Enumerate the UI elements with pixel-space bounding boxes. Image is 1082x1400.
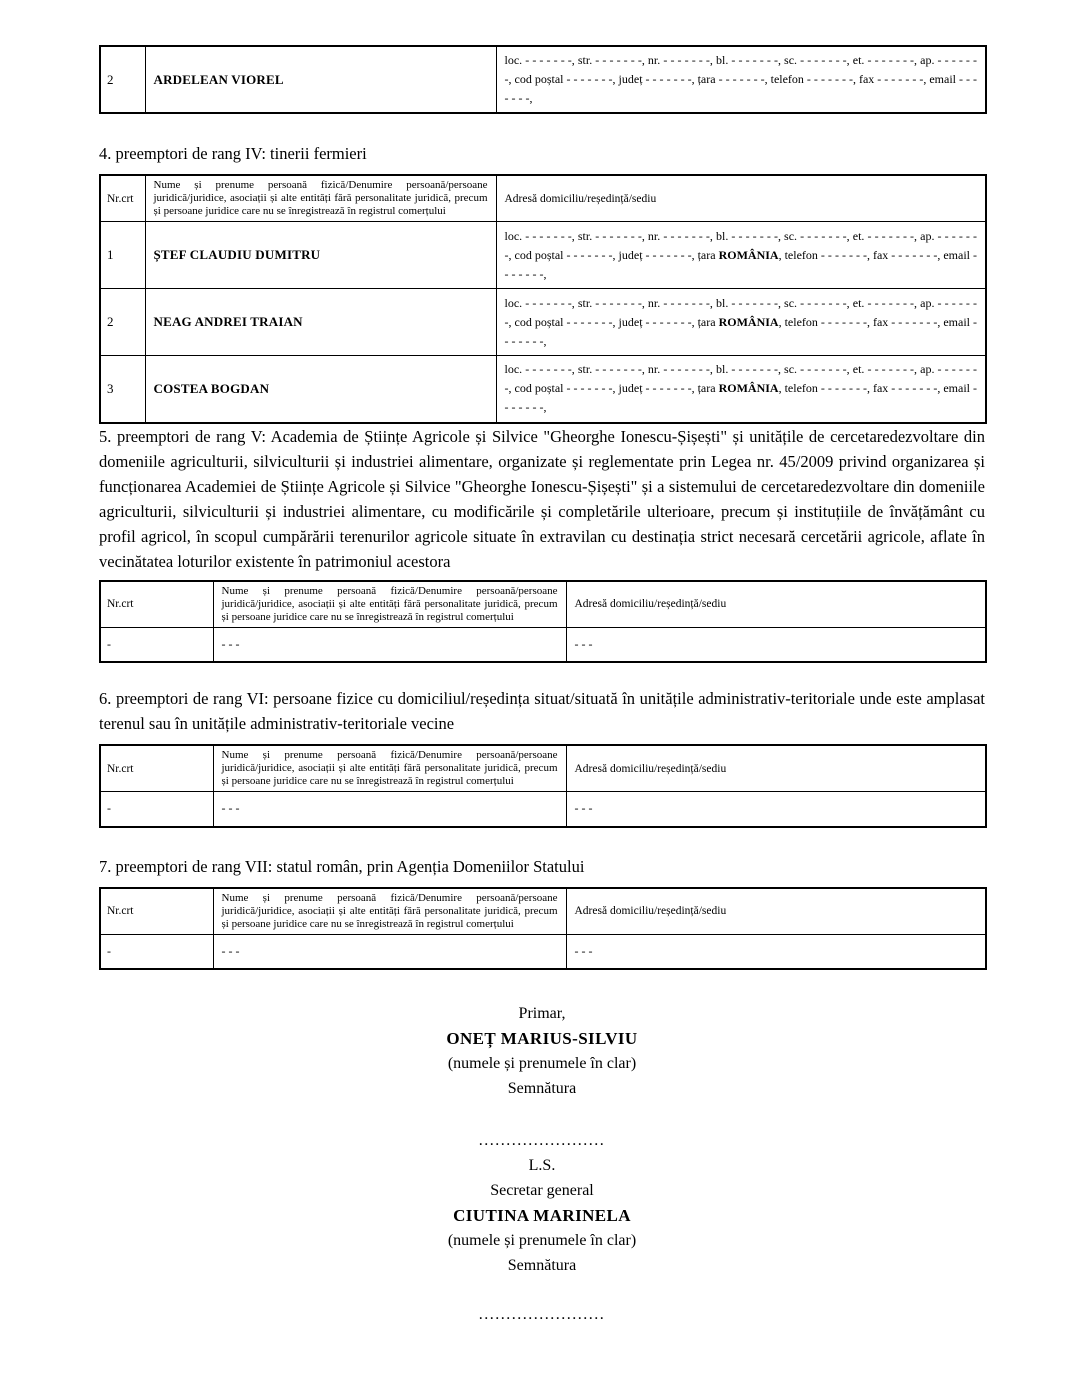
header-address: Adresă domiciliu/reședință/sediu [566, 745, 986, 792]
person-name: COSTEA BOGDAN [145, 356, 496, 423]
header-address: Adresă domiciliu/reședință/sediu [496, 175, 986, 222]
person-address: loc. - - - - - - -, str. - - - - - - -, nr. - - - - - - -, bl. - - - - - - -, sc. - - - - - - -, et. - - - - - - -, ap. - - - - - - -, cod poștal - - - - - - -, județ - - - - - - -, țara ROMÂNIA, telefon - - - - - - -, fax - - - - - - -, email - - - - - - -, [496, 356, 986, 423]
table-row-empty [100, 792, 986, 827]
rank6-table [99, 744, 987, 828]
header-name: Nume și prenume persoană fizică/Denumire persoană/persoane juridică/juridice, asociații și alte entități fără personalitate juridică, precum și persoane juridice care nu se înregistrează în registrul comerțului [213, 581, 566, 628]
ls-label: L.S. [528, 1157, 556, 1174]
header-nr: Nr.crt [100, 888, 213, 935]
table-header-row [100, 581, 986, 628]
signature-label: Semnătura [507, 1080, 577, 1097]
section6-heading: 6. preemptori de rang VI: persoane fizice cu domiciliul/reședința situat/situată în unitățile administrativ-teritoriale unde este amplasat terenul sau în unitățile administrativ-teritoriale vecine [99, 689, 985, 733]
person-address: loc. - - - - - - -, str. - - - - - - -, nr. - - - - - - -, bl. - - - - - - -, sc. - - - - - - -, et. - - - - - - -, ap. - - - - - - -, cod poștal - - - - - - -, județ - - - - - - -, țara - - - - - - -, telefon - - - - - - -, fax - - - - - - -, email - - - - - - -, [496, 46, 986, 113]
header-address: Adresă domiciliu/reședință/sediu [566, 888, 986, 935]
person-address: - - - [566, 792, 986, 827]
section4-heading: 4. preemptori de rang IV: tinerii fermieri [99, 144, 367, 163]
mayor-title: Primar, [518, 1005, 566, 1022]
signature-dotted-line: ....................... [478, 1306, 606, 1323]
person-name: ARDELEAN VIOREL [145, 46, 496, 113]
row-number: - [100, 792, 213, 827]
rank4-table [99, 174, 987, 424]
rank5-table [99, 580, 987, 664]
row-number: - [100, 627, 213, 662]
person-name: - - - [213, 934, 566, 969]
header-nr: Nr.crt [100, 581, 213, 628]
row-number: 2 [100, 46, 145, 113]
section7-heading: 7. preemptori de rang VII: statul român, prin Agenția Domeniilor Statului [99, 856, 585, 876]
table-row-empty [100, 934, 986, 969]
name-note: (numele și prenumele în clar) [447, 1055, 637, 1072]
header-name: Nume și prenume persoană fizică/Denumire persoană/persoane juridică/juridice, asociații și alte entități fără personalitate juridică, precum și persoane juridice care nu se înregistrează în registrul comerțului [213, 745, 566, 792]
secretary-name: CIUTINA MARINELA [453, 1206, 631, 1225]
person-address: loc. - - - - - - -, str. - - - - - - -, nr. - - - - - - -, bl. - - - - - - -, sc. - - - - - - -, et. - - - - - - -, ap. - - - - - - -, cod poștal - - - - - - -, județ - - - - - - -, țara ROMÂNIA, telefon - - - - - - -, fax - - - - - - -, email - - - - - - -, [496, 289, 986, 356]
header-name: Nume și prenume persoană fizică/Denumire persoană/persoane juridică/juridice, asociații și alte entități fără personalitate juridică, precum și persoane juridice care nu se înregistrează în registrul comerțului [145, 175, 496, 222]
name-note: (numele și prenumele în clar) [447, 1232, 637, 1249]
table-header-row [100, 745, 986, 792]
table-row-empty [100, 627, 986, 662]
table-row [100, 356, 986, 423]
header-name: Nume și prenume persoană fizică/Denumire persoană/persoane juridică/juridice, asociații și alte entități fără personalitate juridică, precum și persoane juridice care nu se înregistrează în registrul comerțului [213, 888, 566, 935]
secretary-title: Secretar general [490, 1182, 594, 1199]
table-row [100, 289, 986, 356]
mayor-name: ONEȚ MARIUS-SILVIU [446, 1029, 638, 1048]
person-name: ȘTEF CLAUDIU DUMITRU [145, 222, 496, 289]
person-address: loc. - - - - - - -, str. - - - - - - -, nr. - - - - - - -, bl. - - - - - - -, sc. - - - - - - -, et. - - - - - - -, ap. - - - - - - -, cod poștal - - - - - - -, județ - - - - - - -, țara ROMÂNIA, telefon - - - - - - -, fax - - - - - - -, email - - - - - - -, [496, 222, 986, 289]
signature-block [99, 1001, 985, 1327]
header-nr: Nr.crt [100, 745, 213, 792]
person-name: NEAG ANDREI TRAIAN [145, 289, 496, 356]
section5-heading: 5. preemptori de rang V: Academia de Științe Agricole și Silvice "Gheorghe Ionescu-Șișești" și unitățile de cercetaredezvoltare din domeniile agriculturii, silviculturii și industriei alimentare, organizate și reglementate prin Legea nr. 45/2009 privind organizarea și funcționarea Academiei de Științe Agricole și Silvice "Gheorghe Ionescu-Șișești" și a sistemului de cercetaredezvoltare din domeniile agriculturii, silviculturii și industriei alimentare, cu modificările și completările ulterioare, precum și instituțiile de învățământ cu profil agricol, în scopul cumpărării terenurilor agricole situate în extravilan cu destinația strict necesară cercetării agricole, aflate în vecinătatea loturilor existente în patrimoniul acestora [99, 426, 985, 571]
row-number: 2 [100, 289, 145, 356]
signature-label: Semnătura [507, 1257, 577, 1274]
person-address: - - - [566, 934, 986, 969]
rank7-table [99, 887, 987, 971]
row-number: - [100, 934, 213, 969]
person-address: - - - [566, 627, 986, 662]
header-address: Adresă domiciliu/reședință/sediu [566, 581, 986, 628]
signature-dotted-line: ....................... [478, 1132, 606, 1149]
header-nr: Nr.crt [100, 175, 145, 222]
row-number: 3 [100, 356, 145, 423]
table-header-row [100, 175, 986, 222]
table-header-row [100, 888, 986, 935]
table-row [100, 46, 986, 113]
person-name: - - - [213, 627, 566, 662]
row-number: 1 [100, 222, 145, 289]
table-row [100, 222, 986, 289]
person-name: - - - [213, 792, 566, 827]
rank3-continued-table [99, 45, 987, 114]
